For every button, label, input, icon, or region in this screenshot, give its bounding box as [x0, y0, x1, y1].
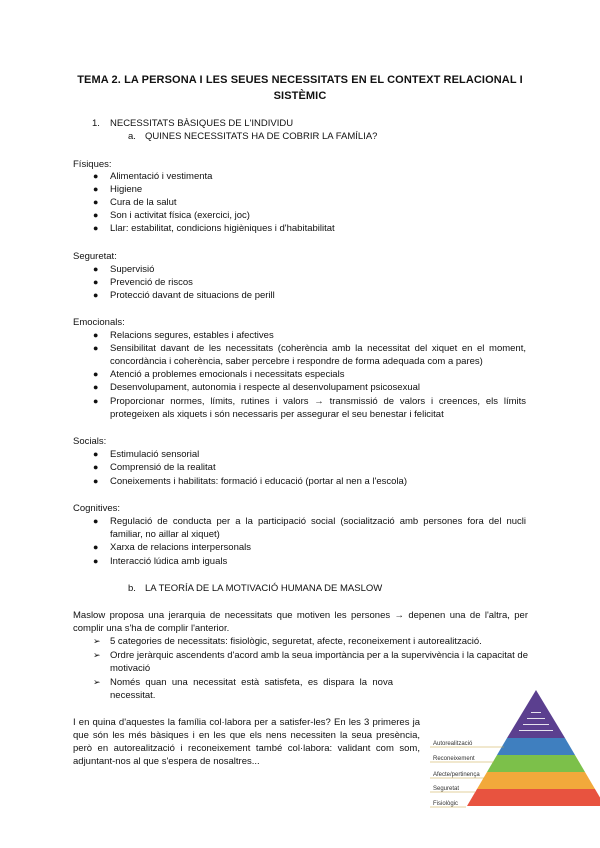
list-item: Atenció a problemes emocionals i necessitats especials [110, 369, 345, 380]
bullet-icon: ● [93, 449, 99, 459]
pyramid-label: Autorealització [433, 741, 473, 747]
subsection-a-heading: QUINES NECESSITATS HA DE COBRIR LA FAMÍLIA? [145, 131, 378, 142]
list-item: Relacions segures, estables i afectives [110, 330, 274, 341]
bullet-icon: ● [93, 277, 99, 287]
pyramid-level-fisiologic [467, 789, 600, 806]
list-item: Sensibilitat davant de les necessitats (coherència amb la necessitat del xiquet en el moment, concordància i coherència, saber percebre i respondre de forma adequada com a pares) [110, 343, 526, 367]
socials-label: Socials: [73, 436, 107, 447]
subsection-a-letter: a. [128, 131, 136, 142]
list-item: Interacció lúdica amb iguals [110, 556, 228, 567]
emocionals-label: Emocionals: [73, 317, 125, 328]
bullet-icon: ● [93, 396, 99, 406]
list-item: Alimentació i vestimenta [110, 171, 213, 182]
bullet-icon: ● [93, 542, 99, 552]
bullet-icon: ● [93, 197, 99, 207]
pyramid-label: Afecte/pertinença [433, 772, 480, 778]
list-item: Coneixements i habilitats: formació i educació (portar al nen a l'escola) [110, 476, 407, 487]
list-item: Higiene [110, 184, 143, 195]
cognitives-label: Cognitives: [73, 503, 120, 514]
seguretat-label: Seguretat: [73, 251, 117, 262]
bullet-icon: ● [93, 290, 99, 300]
arrow-bullet-icon: ➢ [93, 636, 101, 646]
bullet-icon: ● [93, 330, 99, 340]
fisiques-label: Físiques: [73, 159, 112, 170]
list-item: Son i activitat física (exercici, joc) [110, 210, 250, 221]
subsection-b-letter: b. [128, 583, 136, 594]
pyramid-label: Reconeixement [433, 756, 475, 762]
section-heading: NECESSITATS BÀSIQUES DE L'INDIVIDU [110, 118, 294, 129]
arrow-bullet-icon: ➢ [93, 677, 101, 687]
list-item: Prevenció de riscos [110, 277, 193, 288]
list-item: Estimulació sensorial [110, 449, 200, 460]
bullet-icon: ● [93, 343, 99, 353]
pyramid-level-seguretat [477, 772, 595, 789]
list-item: Cura de la salut [110, 197, 177, 208]
bullet-icon: ● [93, 516, 99, 526]
maslow-point: Ordre jeràrquic ascendents d'acord amb la seua importància per a la supervivència i la capacitat de motivació [110, 650, 528, 674]
pyramid-level-reconeixement [497, 738, 575, 755]
maslow-pyramid [430, 688, 600, 808]
list-item: Xarxa de relacions interpersonals [110, 542, 251, 553]
bullet-icon: ● [93, 476, 99, 486]
document-title: TEMA 2. LA PERSONA I LES SEUES NECESSITATS EN EL CONTEXT RELACIONAL I SISTÈMIC [77, 74, 523, 102]
bullet-icon: ● [93, 184, 99, 194]
list-item: Llar: estabilitat, condicions higièniques i d'habitabilitat [110, 223, 335, 234]
bullet-icon: ● [93, 171, 99, 181]
pyramid-label: Fisiològic [433, 801, 459, 807]
bullet-icon: ● [93, 223, 99, 233]
pyramid-label: Seguretat [433, 786, 460, 792]
bullet-icon: ● [93, 382, 99, 392]
bullet-icon: ● [93, 210, 99, 220]
bullet-icon: ● [93, 264, 99, 274]
maslow-point: Només quan una necessitat està satisfeta, es dispara la nova necessitat. [110, 677, 393, 701]
list-item: Supervisió [110, 264, 155, 275]
maslow-question: I en quina d'aquestes la família col·labora per a satisfer-les? En les 3 primeres ja que són les més bàsiques i en les que els nens necessiten la seua presència, però en autorealització i reconeixement també col·labora: validant com som, adjuntant-nos al que s'espera de nosaltres... [73, 717, 420, 767]
bullet-icon: ● [93, 462, 99, 472]
list-item: Protecció davant de situacions de perill [110, 290, 275, 301]
list-item: Desenvolupament, autonomia i respecte al desenvolupament psicosexual [110, 382, 420, 393]
maslow-intro: Maslow proposa una jerarquia de necessitats que motiven les persones → depenen una de l'altra, per complir una s'ha de complir l'anterior. [73, 610, 528, 634]
subsection-b-heading: LA TEORÍA DE LA MOTIVACIÓ HUMANA DE MASLOW [145, 583, 383, 594]
maslow-point: 5 categories de necessitats: fisiològic, seguretat, afecte, reconeixement i autorealització. [110, 636, 482, 647]
bullet-icon: ● [93, 369, 99, 379]
section-number: 1. [92, 118, 100, 129]
arrow-bullet-icon: ➢ [93, 650, 101, 660]
list-item: Comprensió de la realitat [110, 462, 216, 473]
bullet-icon: ● [93, 556, 99, 566]
list-item: Regulació de conducta per a la participació social (socialització amb persones fora del nucli familiar, no aillar al xiquet) [110, 516, 526, 540]
list-item: Proporcionar normes, límits, rutines i valors → transmissió de valors i creences, els límits protegeixen als xiquets i són necessaris per assegurar el seu benestar i felicitat [110, 396, 526, 420]
pyramid-level-afecte [487, 755, 585, 772]
